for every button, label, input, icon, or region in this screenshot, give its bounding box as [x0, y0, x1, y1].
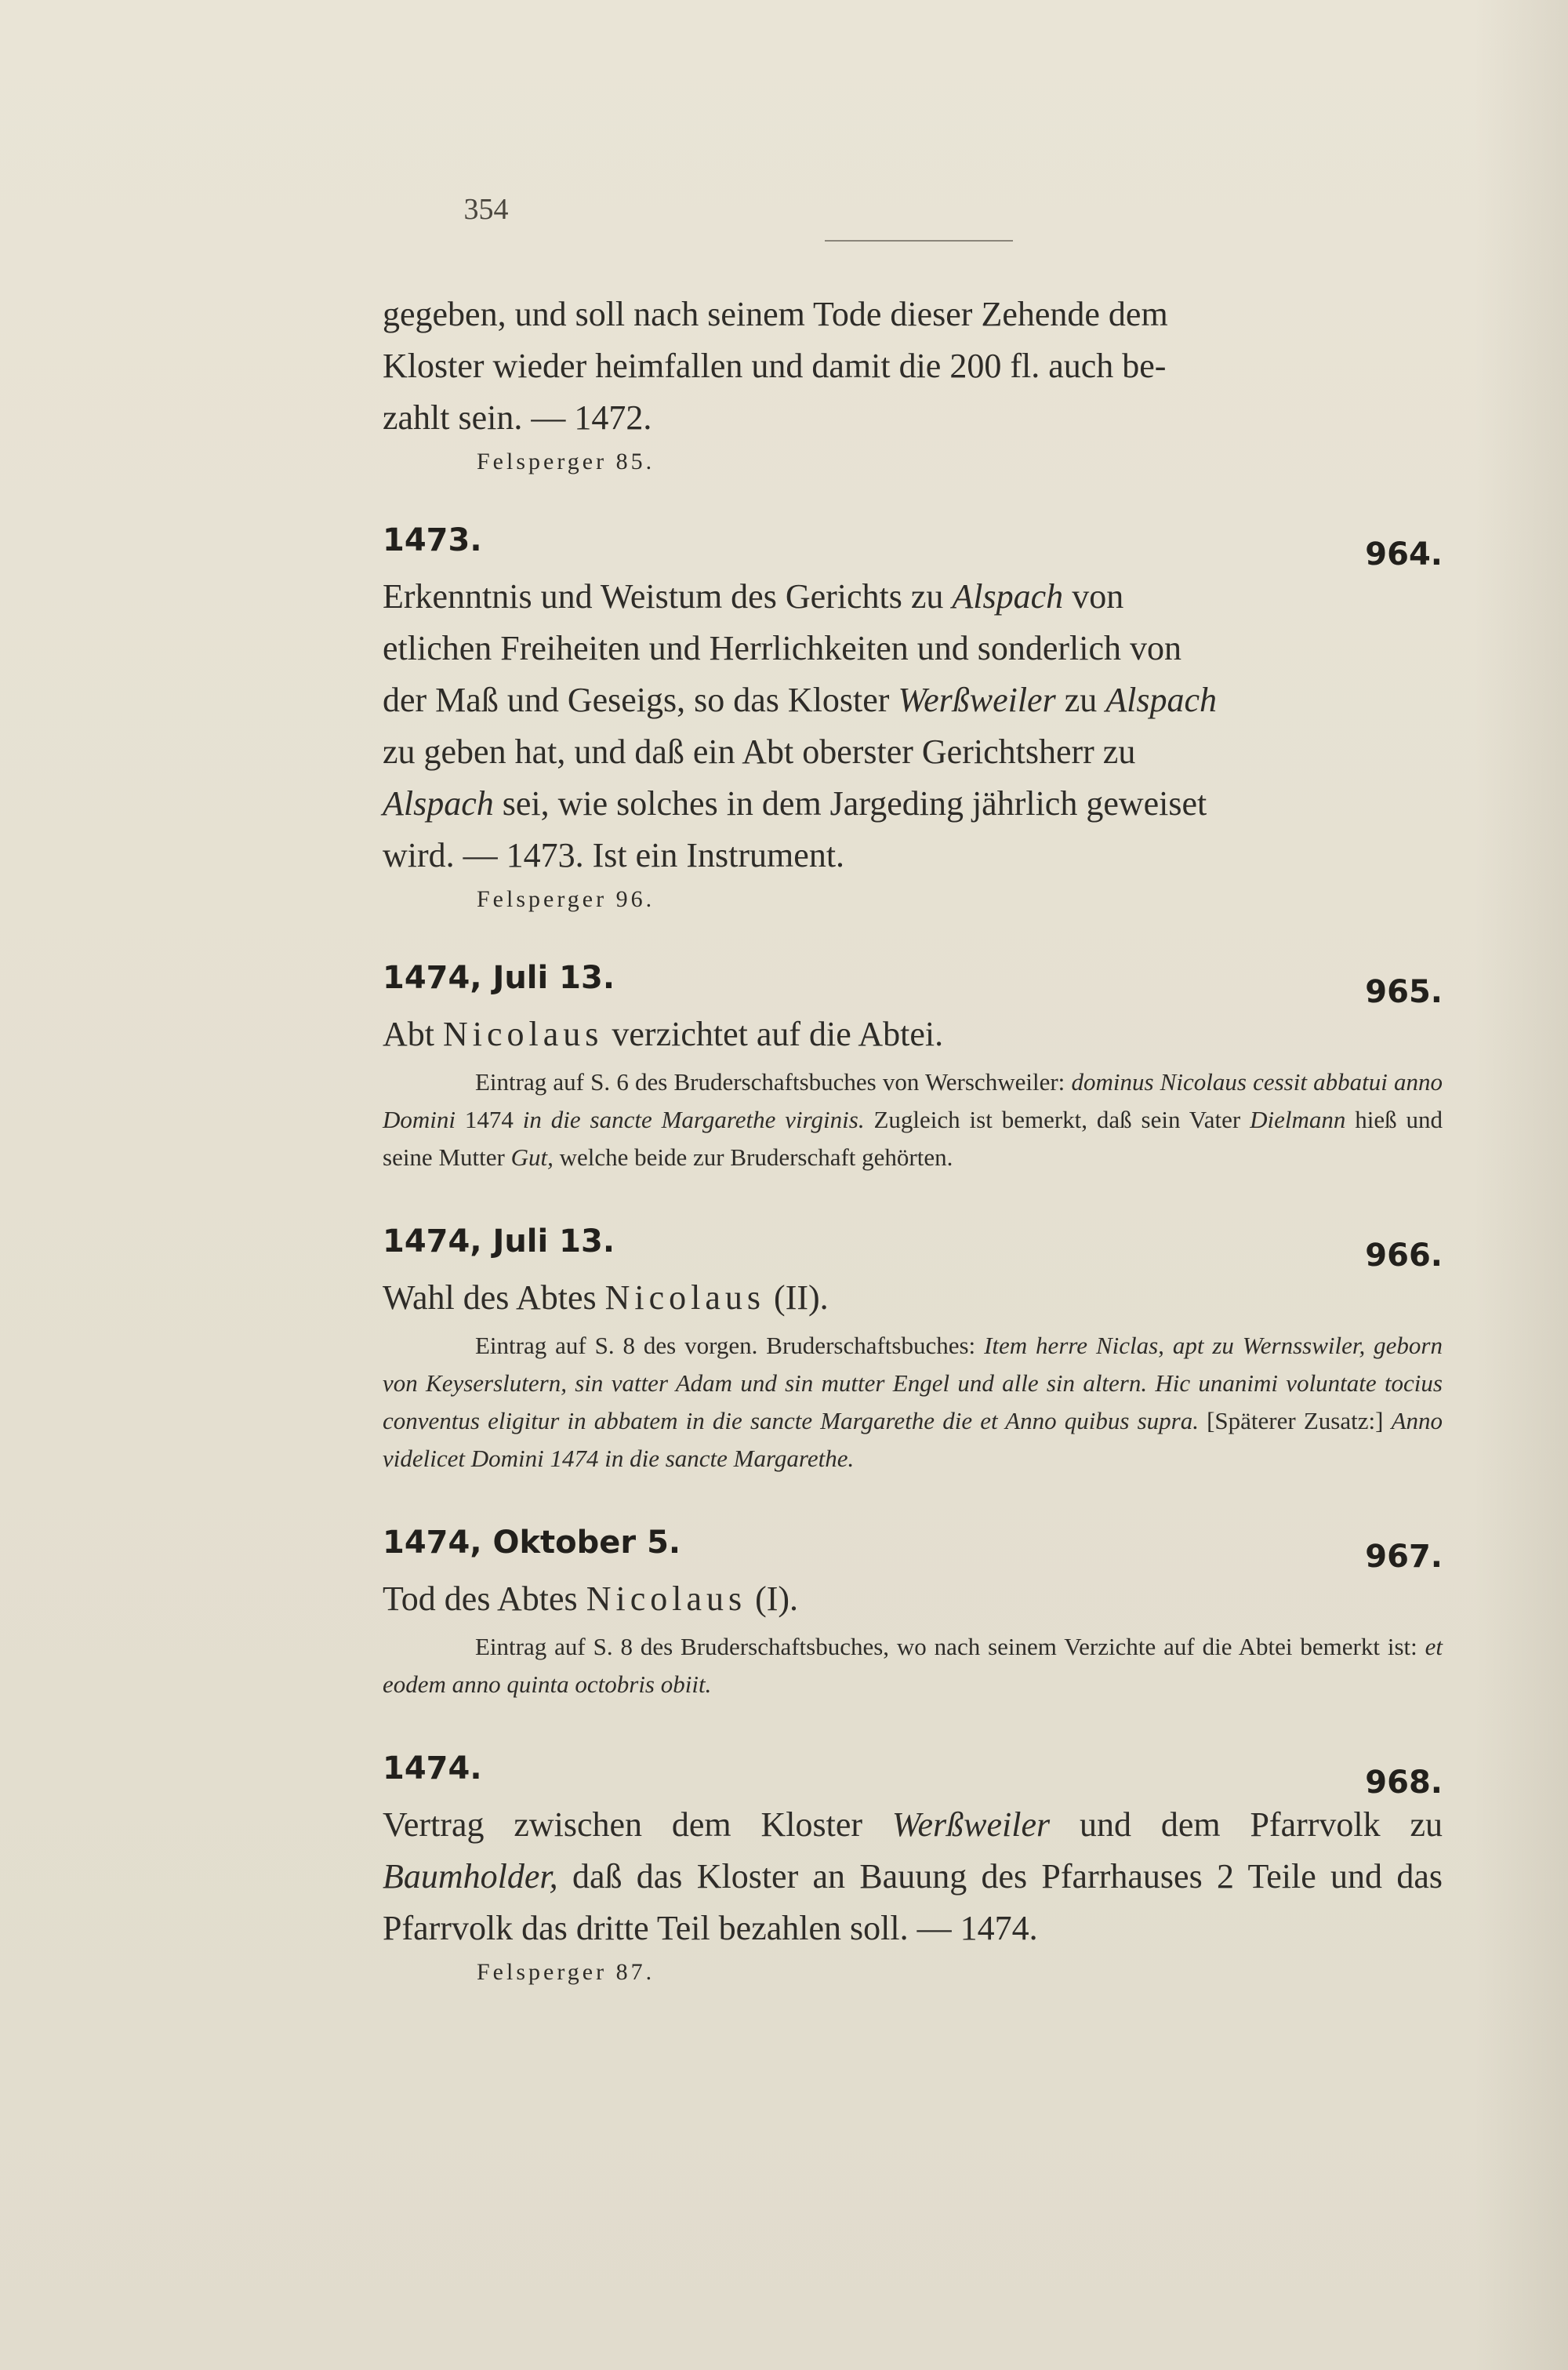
entry-header: [383, 1750, 1443, 1799]
entry-body-line: [383, 830, 1443, 881]
continuation-line: zahlt sein. — 1472.: [383, 398, 652, 437]
entry-source: Felsperger 96.: [477, 886, 655, 912]
entry-body-line: [383, 623, 1443, 674]
text-run: von: [1063, 577, 1124, 616]
place-name: Alspach: [383, 784, 494, 823]
text-run: Eintrag auf S. 8 des vorgen. Bruderschaftsbuches:: [475, 1332, 985, 1359]
entry-note: [383, 1327, 1443, 1478]
entry-number: 964.: [1365, 536, 1443, 573]
text-run: Eintrag auf S. 8 des Bruderschaftsbuches, wo nach seinem Verzichte auf die Abtei bemerkt ist:: [475, 1633, 1425, 1660]
entry-body-line: [383, 726, 1443, 778]
continuation-block: [383, 289, 1443, 475]
entry-header: [383, 1223, 1443, 1272]
entry-965: [383, 960, 1443, 1176]
text-run: und dem Pfarrvolk zu: [1050, 1805, 1443, 1844]
text-run: Tod des Abtes: [383, 1579, 586, 1618]
entry-note: [383, 1628, 1443, 1703]
text-run: Eintrag auf S. 6 des Bruderschaftsbuches von Werschweiler:: [475, 1068, 1072, 1096]
latin-quote: Item herre Niclas, apt zu Wernsswiler, geborn von Keyserslutern, sin vatter Adam und sin mutter Engel und alle sin altern. Hic unanimi voluntate tocius conventus eligitur in abbatem in die sancte Margarethe die et Anno quibus supra.: [383, 1332, 1443, 1434]
text-run: zu: [1055, 681, 1106, 719]
entry-header: [383, 1525, 1443, 1573]
text-run: (II).: [765, 1278, 829, 1317]
entry-number: 966.: [1365, 1238, 1443, 1274]
place-name: Baumholder,: [383, 1857, 558, 1896]
continuation-line: Kloster wieder heimfallen und damit die 200 fl. auch be-: [383, 347, 1167, 385]
text-run: [Späterer Zusatz:]: [1198, 1407, 1392, 1434]
entry-date: 1474, Juli 13.: [383, 1223, 615, 1260]
place-name: Werßweiler: [898, 681, 1056, 719]
entry-date: 1474, Juli 13.: [383, 960, 615, 996]
entry-number: 967.: [1365, 1539, 1443, 1575]
entry-source: Felsperger 87.: [477, 1959, 655, 1985]
person-name: Gut,: [510, 1143, 554, 1171]
text-run: der Maß und Geseigs, so das Kloster: [383, 681, 898, 719]
entry-968: [383, 1750, 1443, 1986]
text-run: Vertrag zwischen dem Kloster: [383, 1805, 892, 1844]
person-name: Dielmann: [1250, 1106, 1346, 1133]
entry-date: 1473.: [383, 522, 482, 558]
text-run: Zugleich ist bemerkt, daß sein Vater: [864, 1106, 1250, 1133]
person-name: Nicolaus: [586, 1579, 747, 1618]
page-content: [383, 289, 1443, 1986]
text-run: wird. — 1473. Ist ein Instrument.: [383, 836, 845, 874]
entry-title: [383, 1009, 1443, 1060]
place-name: Alspach: [1105, 681, 1217, 719]
entry-note: [383, 1063, 1443, 1176]
text-run: daß das Kloster an Bauung des Pfarrhauses 2 Teile und das Pfarrvolk das dritte Teil bezahlen soll. — 1474.: [383, 1857, 1443, 1947]
entry-964: [383, 522, 1443, 913]
entry-number: 968.: [1365, 1765, 1443, 1801]
entry-body-line: [383, 674, 1443, 726]
text-run: sei, wie solches in dem Jargeding jährlich geweiset: [493, 784, 1207, 823]
page-number: [0, 192, 1568, 227]
entry-number: 965.: [1365, 974, 1443, 1010]
page-edge-shadow: [1474, 0, 1568, 2370]
person-name: Nicolaus: [604, 1278, 766, 1317]
place-name: Werßweiler: [891, 1805, 1051, 1844]
text-run: Wahl des Abtes: [383, 1278, 605, 1317]
text-run: verzichtet auf die Abtei.: [603, 1015, 944, 1053]
latin-quote: in die sancte Margarethe virginis.: [522, 1106, 865, 1133]
entry-date: 1474, Oktober 5.: [383, 1525, 681, 1561]
text-run: 1474: [456, 1106, 523, 1133]
text-run: Abt: [383, 1015, 443, 1053]
continuation-line: gegeben, und soll nach seinem Tode dieser Zehende dem: [383, 295, 1168, 333]
page-number-text: 354: [463, 193, 509, 226]
entry-966: [383, 1223, 1443, 1478]
continuation-source: Felsperger 85.: [477, 449, 655, 474]
entry-body: [383, 1799, 1443, 1954]
latin-quote: et eodem anno quinta octobris obiit.: [383, 1633, 1443, 1698]
latin-quote: Anno videlicet Domini 1474 in die sancte Margarethe.: [383, 1407, 1443, 1472]
entry-header: [383, 960, 1443, 1009]
text-run: (I).: [746, 1579, 799, 1618]
text-run: welche beide zur Bruderschaft gehörten.: [553, 1143, 953, 1171]
entry-967: [383, 1525, 1443, 1703]
latin-quote: dominus Nicolaus cessit abbatui anno Domini: [383, 1068, 1443, 1133]
entry-date: 1474.: [383, 1750, 482, 1787]
entry-body-line: [383, 571, 1443, 623]
text-run: zu geben hat, und daß ein Abt oberster Gerichtsherr zu: [383, 732, 1136, 771]
person-name: Nicolaus: [443, 1015, 604, 1053]
place-name: Alspach: [952, 577, 1064, 616]
entry-title: [383, 1272, 1443, 1324]
entry-title: [383, 1573, 1443, 1625]
entry-header: [383, 522, 1443, 571]
text-run: etlichen Freiheiten und Herrlichkeiten und sonderlich von: [383, 629, 1182, 667]
text-run: Erkenntnis und Weistum des Gerichts zu: [383, 577, 953, 616]
entry-body-line: [383, 778, 1443, 830]
text-run: hieß und seine Mutter: [383, 1106, 1443, 1171]
header-rule: [825, 240, 1013, 242]
